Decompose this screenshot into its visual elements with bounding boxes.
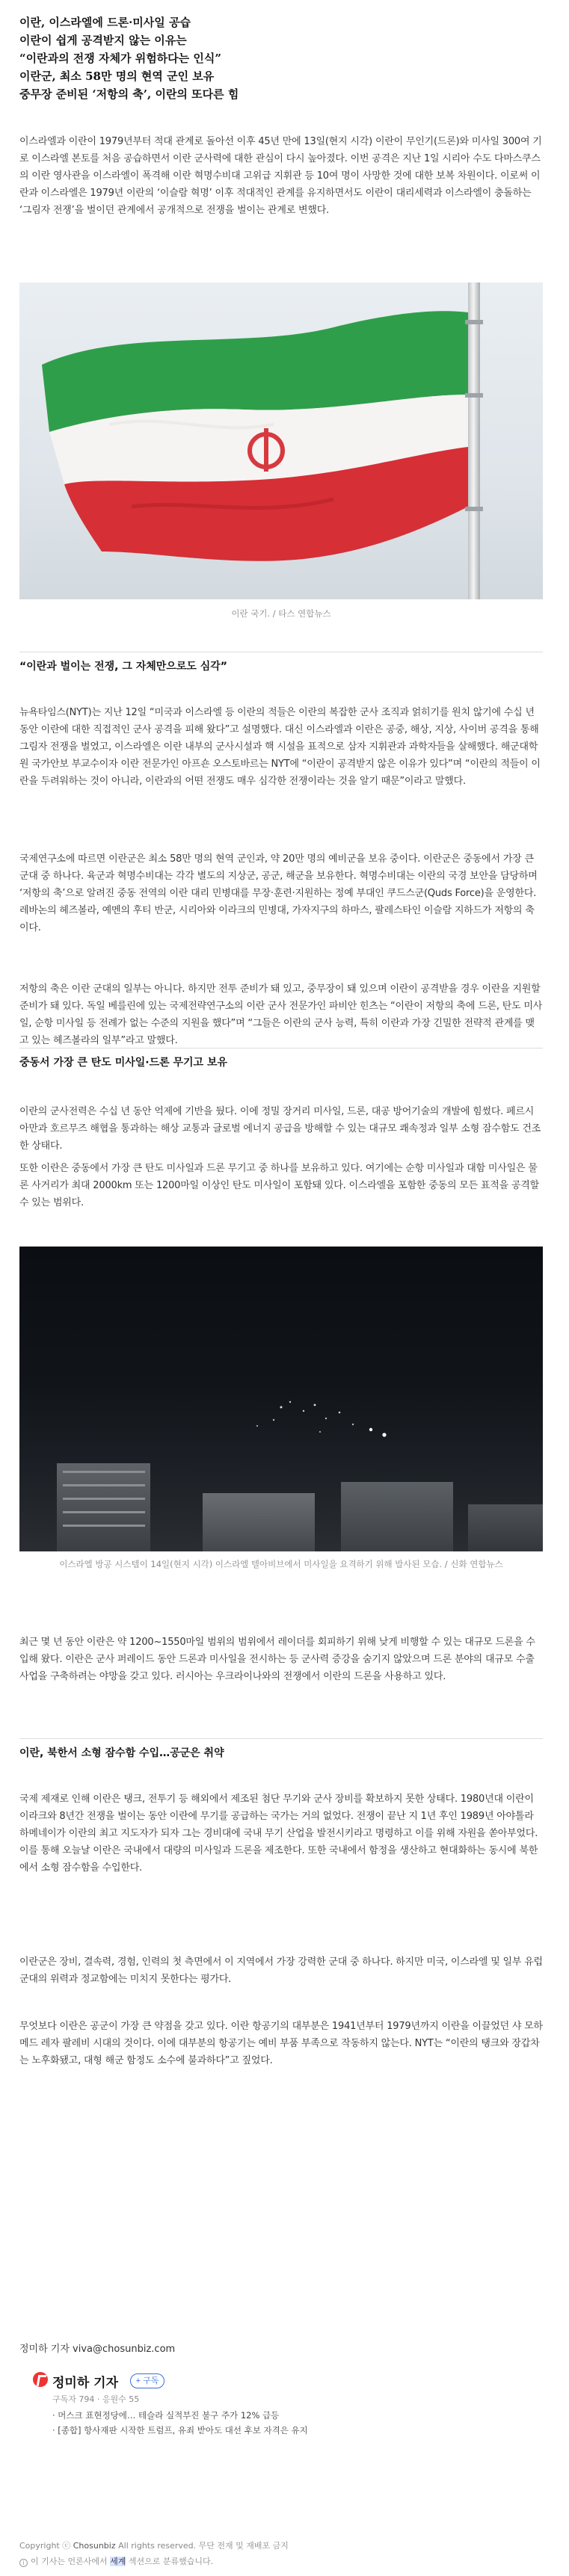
headline-line: “이란과의 전쟁 자체가 위험하다는 인식” <box>19 52 221 65</box>
paragraph: 이란군은 장비, 결속력, 경험, 인력의 첫 측면에서 이 지역에서 가장 강력한 군대 중 하나다. 하지만 미국, 이스라엘 및 일부 유럽 군대의 위력과 정교함에는 미치지 못한다는 평가다. <box>19 1956 543 1985</box>
paragraph: 뉴욕타임스(NYT)는 지난 12일 “미국과 이스라엘 등 이란의 적들은 이란의 복잡한 군사 조직과 얽히기를 원치 않기에 수십 년 동안 이란에 대한 직접적인 군사 공격을 피해 왔다”고 설명했다. 대신 이스라엘과 이란은 공중, 해상, 지상, 사이버 공격을 통해 그림자 전쟁을 벌였고, 이스라엘은 이란 내부의 군사시설과 핵 시설을 표적으로 삼자 지휘관과 과학자들을 살해했다. 해군대학원 국가안보 부교수이자 이란 전문가인 아프숀 오스토바르는 NYT에 “이란이 공격받지 않은 이유가 있다”며 “이란의 적들이 이란을 두려워하는 것이 아니라, 이란과의 어떤 전쟁도 매우 심각한 전쟁이라는 것을 알기 때문”이라고 말했다. <box>19 707 541 787</box>
headline-line: 이란, 이스라엘에 드론·미사일 공습 <box>19 16 191 29</box>
author-article-link[interactable]: · [종합] 항사재판 시작한 트럼프, 유죄 받아도 대선 후보 자격은 유지 <box>52 2425 308 2436</box>
headline-block <box>19 13 543 103</box>
info-icon: i <box>19 2559 28 2567</box>
publisher-logo-icon <box>33 2372 48 2387</box>
notice-prefix: 이 기사는 언론사에서 <box>31 2557 111 2566</box>
paragraph: 이란의 군사전력은 수십 년 동안 억제에 기반을 뒀다. 이에 정밀 장거리 미사일, 드론, 대공 방어기술의 개발에 힘썼다. 페르시아만과 호르무즈 해협을 통과하는 해상 교통과 글로벌 에너지 공급을 방해할 수 있는 대규모 쾌속정과 일부 소형 잠수함도 건조한 상태다. <box>19 1106 541 1152</box>
intro-paragraph: 이스라엘과 이란이 1979년부터 적대 관계로 돌아선 이후 45년 만에 13일(현지 시각) 이란이 무인기(드론)와 미사일 300여 기로 이스라엘 본토를 처음 공습하면서 이란 군사력에 대한 관심이 다시 높아졌다. 이번 공격은 지난 1일 시리아 수도 다마스쿠스의 이란 영사관을 이스라엘이 폭격해 이란 혁명수비대 고위급 지휘관 등 10여 명이 사망한 것에 대한 보복 차원이다. 이로써 이란과 이스라엘은 1979년 이란의 ‘이슬람 혁명’ 이후 적대적인 관계를 유지하면서도 이란이 대리세력과 이스라엘이 충돌하는 ‘그림자 전쟁’을 벌이던 관계에서 공개적으로 전쟁을 벌이는 관계로 변했다. <box>19 136 542 216</box>
copyright-brand: Chosunbiz <box>73 2541 116 2551</box>
author-stats: 구독자 794 · 응원수 55 <box>52 2394 140 2404</box>
paragraph: 무엇보다 이란은 공군이 가장 큰 약점을 갖고 있다. 이란 항공기의 대부분은 1941년부터 1979년까지 이란을 이끌었던 샤 모하메드 레자 팔레비 시대의 것이다. 이에 대부분의 항공기는 예비 부품 부족으로 작동하지 않는다. NYT는 “이란의 탱크와 장갑차는 노후화됐고, 대형 해군 함정도 소수에 불과하다”고 짚었다. <box>19 2021 543 2066</box>
paragraph: 국제 제재로 인해 이란은 탱크, 전투기 등 해외에서 제조된 첨단 무기와 군사 장비를 확보하지 못한 상태다. 1980년대 이란이 이라크와 8년간 전쟁을 벌이는 동안 이란에 무기를 공급하는 국가는 거의 없었다. 전쟁이 끝난 지 1년 후인 1989년 아야톨라 하메네이가 이란의 최고 지도자가 되자 그는 경비대에 국내 무기 산업을 발전시키라고 명령하고 이를 위해 자원을 쏟아부었다. 이를 통해 오늘날 이란은 국내에서 대량의 미사일과 드론을 제조한다. 또한 국내에서 함정을 생산하고 현대화하는 동시에 북한에서 소형 잠수함을 수입한다. <box>19 1794 538 1874</box>
author-article-list <box>52 2408 396 2438</box>
headline-line: 중무장 준비된 ‘저항의 축’, 이란의 또다른 힘 <box>19 87 239 101</box>
copyright <box>19 2539 289 2551</box>
paragraph: 국제연구소에 따르면 이란군은 최소 58만 명의 현역 군인과, 약 20만 명의 예비군을 보유 중이다. 이란군은 중동에서 가장 큰 군대 중 하나다. 육군과 혁명수비대는 각각 별도의 지상군, 공군, 해군을 보유한다. 혁명수비대는 이란의 국경 보안을 담당하며 ‘저항의 축’으로 알려진 중동 전역의 이란 대리 민병대를 무장·훈련·지원하는 정예 부대인 쿠드스군(Quds Force)을 운영한다. 레바논의 헤즈볼라, 예멘의 후티 반군, 시리아와 이라크의 민병대, 가자지구의 하마스, 팔레스타인 이슬람 지하드가 저항의 축이다. <box>19 853 538 933</box>
section-title: “이란과 벌이는 전쟁, 그 자체만으로도 심각” <box>19 652 543 675</box>
figure-caption: 이란 국기. / 타스 연합뉴스 <box>231 608 331 619</box>
paragraph: 또한 이란은 중동에서 가장 큰 탄도 미사일과 드론 무기고 중 하나를 보유하고 있다. 여기에는 순항 미사일과 대함 미사일은 물론 사거리가 최대 2000km 또는 1200마일 이상인 탄도 미사일이 포함돼 있다. 이스라엘을 포함한 중동의 모든 표적을 공격할 수 있는 범위다. <box>19 1163 539 1208</box>
author-article-link[interactable]: · 머스크 표현정당에… 테슬라 실적부진 불구 주가 12% 급등 <box>52 2410 280 2421</box>
copyright-prefix: Copyright ⓒ <box>19 2541 73 2551</box>
subscribe-button[interactable]: + 구독 <box>130 2373 164 2388</box>
iran-flag-photo <box>19 282 543 599</box>
paragraph: 저항의 축은 이란 군대의 일부는 아니다. 하지만 전투 준비가 돼 있고, 중무장이 돼 있으며 이란이 공격받을 경우 이란을 지원할 준비가 돼 있다. 독일 베를린에 있는 국제전략연구소의 이란 군사 전문가인 파비안 힌츠는 “이란이 저항의 축에 드론, 탄도 미사일, 순항 미사일 등 전례가 없는 수준의 지원을 했다”며 “그들은 이란의 군사 능력, 특히 이란과 가장 긴밀한 전략적 관계를 맺고 있는 헤즈볼라의 일부”라고 말했다. <box>19 983 543 1046</box>
missile-interception-photo <box>19 1247 543 1551</box>
notice-suffix: 섹션으로 분류했습니다. <box>126 2557 214 2566</box>
section-notice <box>19 2555 213 2567</box>
figure-caption: 이스라엘 방공 시스템이 14일(현지 시각) 이스라엘 텔아비브에서 미사일을 요격하기 위해 발사된 모습. / 신화 연합뉴스 <box>59 1559 503 1569</box>
section-title: 이란, 북한서 소형 잠수함 수입…공군은 취약 <box>19 1738 543 1761</box>
section-title: 중동서 가장 큰 탄도 미사일·드론 무기고 보유 <box>19 1048 543 1071</box>
author-name[interactable]: 정미하 기자 <box>52 2376 119 2391</box>
iran-flag-graphic <box>19 282 543 599</box>
copyright-text: All rights reserved. 무단 전재 및 재배포 금지 <box>115 2541 289 2551</box>
section-link[interactable]: 세계 <box>110 2557 126 2566</box>
headline-line: 이란군, 최소 58만 명의 현역 군인 보유 <box>19 70 215 83</box>
headline-line: 이란이 쉽게 공격받지 않는 이유는 <box>19 34 187 47</box>
byline: 정미하 기자 viva@chosunbiz.com <box>19 2344 176 2355</box>
paragraph: 최근 몇 년 동안 이란은 약 1200~1550마일 범위의 범위에서 레이더를 회피하기 위해 낮게 비행할 수 있는 대규모 드론을 수입해 왔다. 이란은 군사 퍼레이드 동안 드론과 미사일을 전시하는 등 군사력 증강을 숨기지 않았으며 드론 분야의 대규모 수출 사업을 구축하려는 야망을 갖고 있다. 러시아는 우크라이나와의 전쟁에서 이란의 드론을 사용하고 있다. <box>19 1637 535 1682</box>
